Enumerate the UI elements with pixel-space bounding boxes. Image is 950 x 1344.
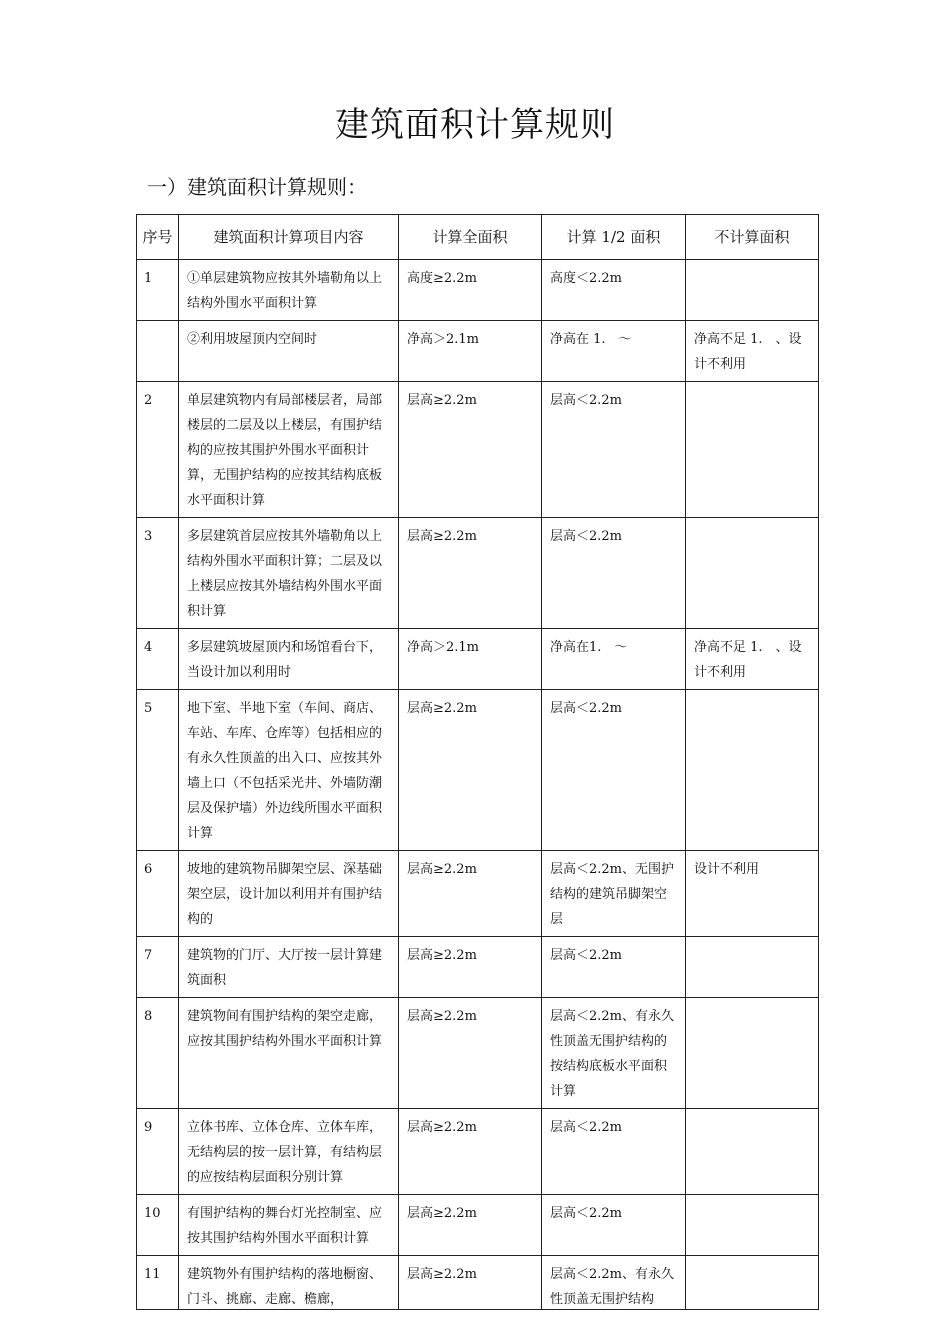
table-row [137, 629, 819, 690]
row-no: 3 [137, 518, 179, 629]
row-item: 单层建筑物内有局部楼层者，局部楼层的二层及以上楼层，有围护结构的应按其围护外围水平面积计算，无围护结构的应按其结构底板水平面积计算 [179, 382, 399, 518]
row-half-area: 层高＜2.2m [542, 382, 686, 518]
row-no: 2 [137, 382, 179, 518]
row-no: 8 [137, 998, 179, 1109]
table-row [137, 518, 819, 629]
table-row [137, 1256, 819, 1310]
row-no: 9 [137, 1109, 179, 1195]
row-full-area: 层高≥2.2m [399, 690, 542, 851]
row-item: ①单层建筑物应按其外墙勒角以上结构外围水平面积计算 [179, 260, 399, 321]
row-full-area-text: 层高≥2.2m [407, 1267, 477, 1282]
row-no: 6 [137, 851, 179, 937]
row-half-area-text: 层高＜2.2m、有永久性顶盖无围护结构 [550, 1267, 675, 1307]
row-item: 建筑物的门厅、大厅按一层计算建筑面积 [179, 937, 399, 998]
row-no-area [686, 1256, 819, 1310]
area-rules-table [136, 214, 819, 1310]
table-row [137, 260, 819, 321]
row-no-area: 设计不利用 [686, 851, 819, 937]
row-no: 4 [137, 629, 179, 690]
row-item: 地下室、半地下室（车间、商店、车站、车库、仓库等）包括相应的有永久性顶盖的出入口、应按其外墙上口（不包括采光井、外墙防潮层及保护墙）外边线所围水平面积计算 [179, 690, 399, 851]
row-half-area: 净高在1. ～ [542, 629, 686, 690]
table-row [137, 382, 819, 518]
row-no-area [686, 518, 819, 629]
row-item: 多层建筑坡屋顶内和场馆看台下，当设计加以利用时 [179, 629, 399, 690]
row-full-area: 层高≥2.2m [399, 518, 542, 629]
table-row [137, 998, 819, 1109]
row-item: 坡地的建筑物吊脚架空层、深基础架空层，设计加以利用并有围护结构的 [179, 851, 399, 937]
row-no: 1 [137, 260, 179, 321]
row-half-area: 层高＜2.2m [542, 1109, 686, 1195]
row-item: 多层建筑首层应按其外墙勒角以上结构外围水平面积计算；二层及以上楼层应按其外墙结构外围水平面积计算 [179, 518, 399, 629]
row-full-area: 层高≥2.2m [399, 998, 542, 1109]
row-half-area: 层高＜2.2m [542, 937, 686, 998]
row-item-text: 建筑物外有围护结构的落地橱窗、门斗、挑廊、走廊、檐廊， [187, 1267, 383, 1307]
row-item: ②利用坡屋顶内空间时 [179, 321, 399, 382]
row-item: 建筑物间有围护结构的架空走廊，应按其围护结构外围水平面积计算 [179, 998, 399, 1109]
row-no-area [686, 260, 819, 321]
row-half-area: 层高＜2.2m、有永久性顶盖无围护结构的按结构底板水平面积计算 [542, 998, 686, 1109]
row-full-area: 层高≥2.2m [399, 851, 542, 937]
row-half-area: 层高＜2.2m [542, 690, 686, 851]
row-full-area: 净高＞2.1m [399, 629, 542, 690]
row-no [137, 1256, 179, 1310]
table-row [137, 851, 819, 937]
row-half-area: 净高在 1. ～ [542, 321, 686, 382]
row-full-area: 层高≥2.2m [399, 1195, 542, 1256]
row-full-area: 净高＞2.1m [399, 321, 542, 382]
header-no: 序号 [137, 215, 179, 260]
row-no-area [686, 382, 819, 518]
row-item: 有围护结构的舞台灯光控制室、应按其围护结构外围水平面积计算 [179, 1195, 399, 1256]
row-no-area [686, 998, 819, 1109]
section-heading: 一）建筑面积计算规则： [147, 175, 367, 199]
row-item [179, 1256, 399, 1310]
row-no: 7 [137, 937, 179, 998]
row-full-area [399, 1256, 542, 1310]
row-full-area: 高度≥2.2m [399, 260, 542, 321]
table-header-row [137, 215, 819, 260]
row-half-area: 层高＜2.2m [542, 518, 686, 629]
row-no-area [686, 1109, 819, 1195]
document-title: 建筑面积计算规则 [335, 105, 615, 145]
header-no-area: 不计算面积 [686, 215, 819, 260]
row-no: 10 [137, 1195, 179, 1256]
row-full-area: 层高≥2.2m [399, 382, 542, 518]
row-full-area: 层高≥2.2m [399, 1109, 542, 1195]
row-half-area: 高度＜2.2m [542, 260, 686, 321]
header-full-area: 计算全面积 [399, 215, 542, 260]
table-row [137, 321, 819, 382]
row-no [137, 321, 179, 382]
table-row [137, 937, 819, 998]
table-row [137, 1195, 819, 1256]
row-no-area [686, 937, 819, 998]
table-row [137, 1109, 819, 1195]
row-item: 立体书库、立体仓库、立体车库，无结构层的按一层计算，有结构层的应按结构层面积分别计算 [179, 1109, 399, 1195]
row-no-area-text [694, 1262, 810, 1309]
row-no-area: 净高不足 1. 、设计不利用 [686, 321, 819, 382]
row-full-area: 层高≥2.2m [399, 937, 542, 998]
row-half-area [542, 1256, 686, 1310]
header-half-area: 计算 1/2 面积 [542, 215, 686, 260]
row-half-area: 层高＜2.2m、无围护结构的建筑吊脚架空层 [542, 851, 686, 937]
row-no-area: 净高不足 1. 、设计不利用 [686, 629, 819, 690]
row-half-area: 层高＜2.2m [542, 1195, 686, 1256]
table-row [137, 690, 819, 851]
row-no-area [686, 1195, 819, 1256]
row-no-area [686, 690, 819, 851]
header-item: 建筑面积计算项目内容 [179, 215, 399, 260]
row-no: 5 [137, 690, 179, 851]
row-no-text: 11 [144, 1267, 161, 1282]
